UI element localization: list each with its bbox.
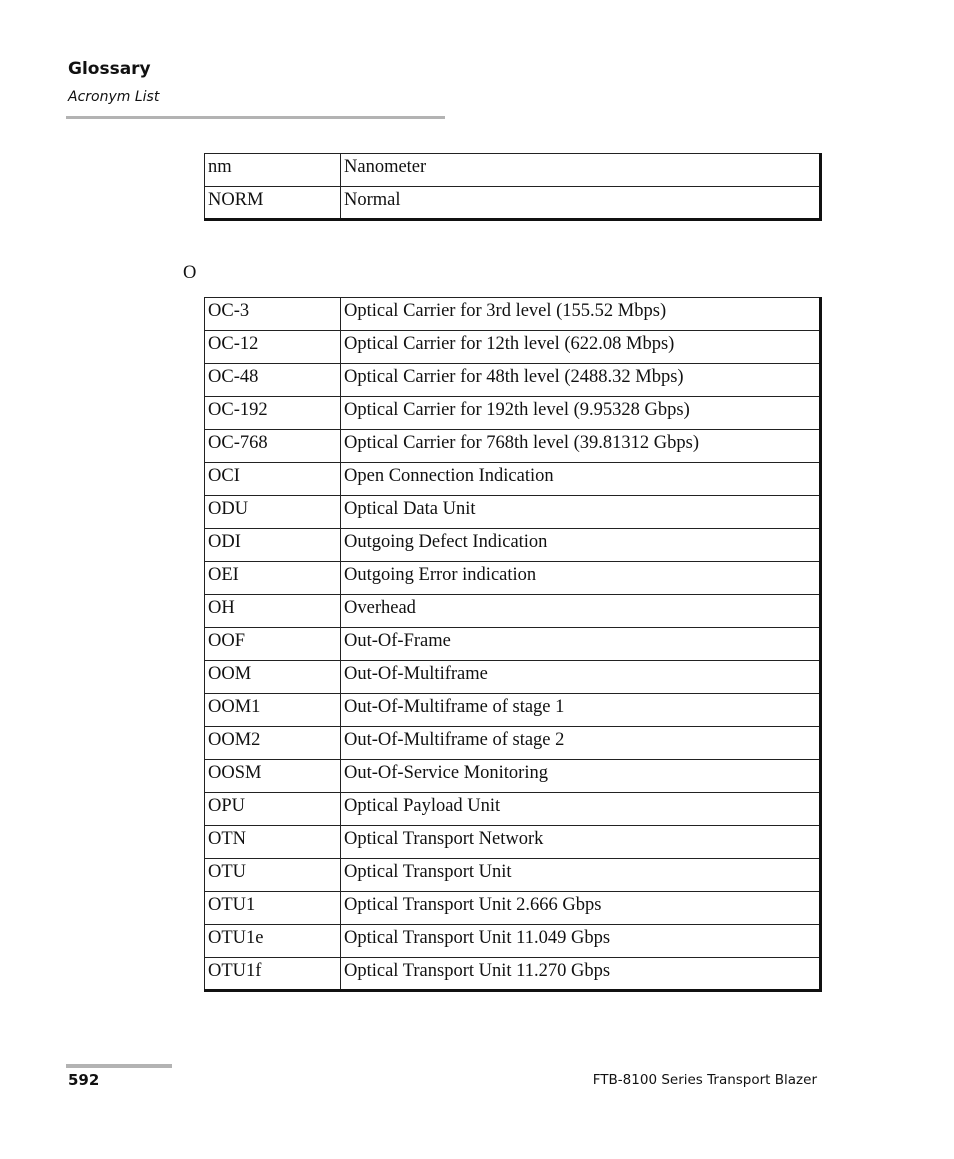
definition-cell: Optical Data Unit [341,496,821,529]
table-row [205,496,821,529]
table-row [205,397,821,430]
table-row [205,331,821,364]
footer-divider [66,1064,172,1068]
table-row [205,595,821,628]
table-row [205,562,821,595]
acronym-cell: NORM [205,187,341,220]
table-row [205,529,821,562]
acronym-cell: OOF [205,628,341,661]
table-row [205,430,821,463]
acronym-cell: OC-3 [205,298,341,331]
table-row [205,154,821,187]
definition-cell: Outgoing Error indication [341,562,821,595]
section-letter-o: O [183,263,197,283]
definition-cell: Out-Of-Frame [341,628,821,661]
acronym-cell: OTN [205,826,341,859]
acronym-cell: ODU [205,496,341,529]
table-row [205,958,821,991]
definition-cell: Optical Transport Unit 11.049 Gbps [341,925,821,958]
table-row [205,694,821,727]
acronym-cell: OC-192 [205,397,341,430]
acronym-cell: OOM [205,661,341,694]
acronym-table-o-body [205,298,821,991]
acronym-cell: OCI [205,463,341,496]
acronym-cell: OEI [205,562,341,595]
table-row [205,661,821,694]
definition-cell: Optical Carrier for 48th level (2488.32 Mbps) [341,364,821,397]
header-divider [66,116,445,119]
definition-cell: Optical Carrier for 192th level (9.95328 Gbps) [341,397,821,430]
definition-cell: Overhead [341,595,821,628]
acronym-cell: OPU [205,793,341,826]
definition-cell: Optical Payload Unit [341,793,821,826]
acronym-cell: nm [205,154,341,187]
definition-cell: Out-Of-Multiframe of stage 1 [341,694,821,727]
page-title: Glossary [68,59,151,79]
definition-cell: Optical Carrier for 768th level (39.81312 Gbps) [341,430,821,463]
acronym-cell: OC-768 [205,430,341,463]
definition-cell: Out-Of-Multiframe [341,661,821,694]
page-subtitle: Acronym List [68,89,160,105]
table-row [205,760,821,793]
acronym-cell: ODI [205,529,341,562]
acronym-cell: OTU1 [205,892,341,925]
acronym-cell: OTU1f [205,958,341,991]
definition-cell: Optical Carrier for 12th level (622.08 Mbps) [341,331,821,364]
table-row [205,463,821,496]
definition-cell: Nanometer [341,154,821,187]
definition-cell: Optical Transport Network [341,826,821,859]
acronym-cell: OTU1e [205,925,341,958]
table-row [205,628,821,661]
table-row [205,298,821,331]
acronym-cell: OH [205,595,341,628]
table-row [205,892,821,925]
table-row [205,727,821,760]
definition-cell: Outgoing Defect Indication [341,529,821,562]
definition-cell: Out-Of-Service Monitoring [341,760,821,793]
acronym-cell: OOM1 [205,694,341,727]
acronym-cell: OC-12 [205,331,341,364]
acronym-cell: OC-48 [205,364,341,397]
product-name: FTB-8100 Series Transport Blazer [592,1072,817,1088]
definition-cell: Optical Transport Unit [341,859,821,892]
table-row [205,364,821,397]
definition-cell: Optical Carrier for 3rd level (155.52 Mbps) [341,298,821,331]
acronym-table-o [204,297,822,992]
page-number: 592 [68,1071,100,1089]
acronym-table-n [204,153,822,221]
definition-cell: Optical Transport Unit 11.270 Gbps [341,958,821,991]
acronym-table-n-body [205,154,821,220]
table-row [205,826,821,859]
acronym-cell: OOM2 [205,727,341,760]
definition-cell: Open Connection Indication [341,463,821,496]
table-row [205,793,821,826]
definition-cell: Out-Of-Multiframe of stage 2 [341,727,821,760]
acronym-cell: OTU [205,859,341,892]
acronym-cell: OOSM [205,760,341,793]
table-row [205,925,821,958]
definition-cell: Optical Transport Unit 2.666 Gbps [341,892,821,925]
table-row [205,859,821,892]
table-row [205,187,821,220]
definition-cell: Normal [341,187,821,220]
